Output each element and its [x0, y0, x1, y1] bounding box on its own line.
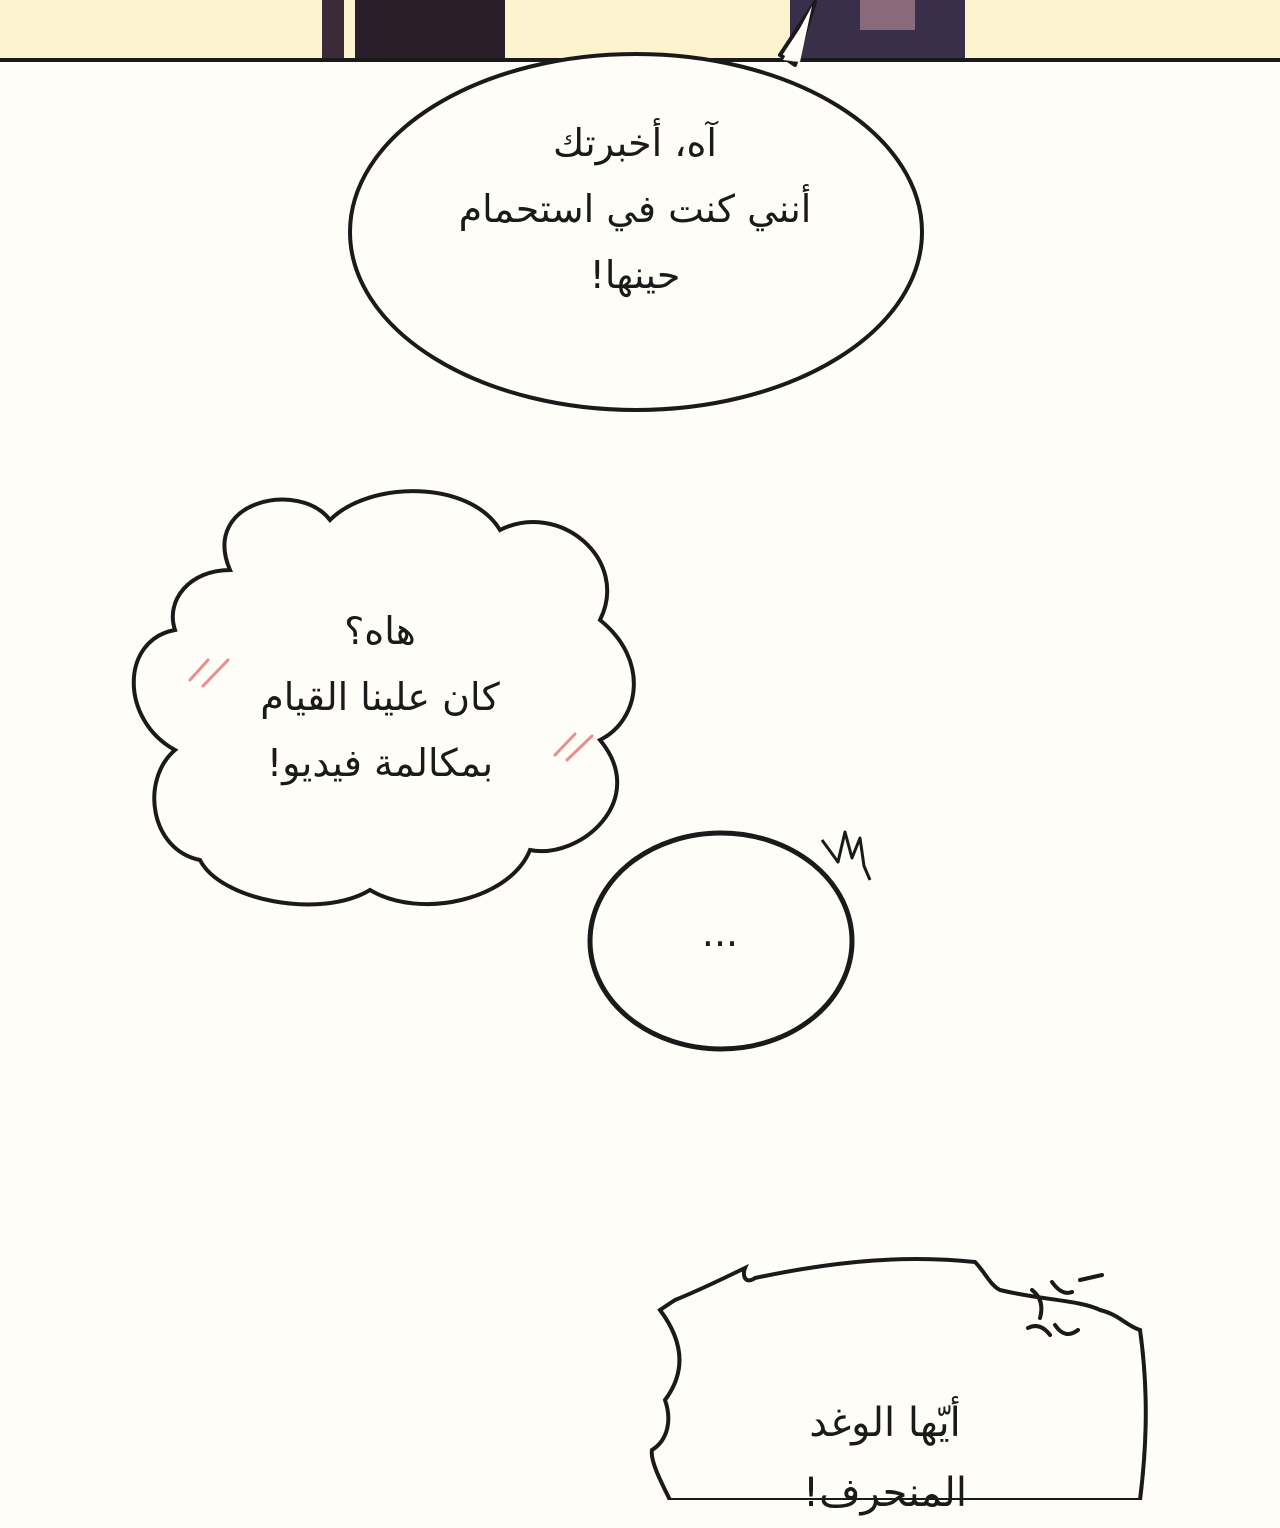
thought-cloud-text — [225, 598, 535, 796]
thought-line-3: بمكالمة فيديو! — [266, 741, 494, 785]
shout-bubble-text — [760, 1388, 1010, 1528]
vein-squiggle-icon — [822, 832, 870, 880]
shout-line-2: المنحرف! — [803, 1470, 967, 1516]
ellipsis: ... — [701, 911, 739, 955]
thought-line-2: كان علينا القيام — [260, 675, 500, 719]
character-legs — [322, 0, 965, 58]
thought-line-1: هاه؟ — [344, 609, 416, 653]
speech-bubble-text — [440, 110, 830, 308]
shout-line-1: أيّها الوغد — [809, 1400, 961, 1446]
silence-bubble-text — [660, 900, 780, 966]
speech-line-2: أنني كنت في استحمام — [458, 187, 812, 231]
speech-line-1: آه، أخبرتك — [553, 121, 717, 165]
speech-line-3: حينها! — [589, 253, 681, 297]
